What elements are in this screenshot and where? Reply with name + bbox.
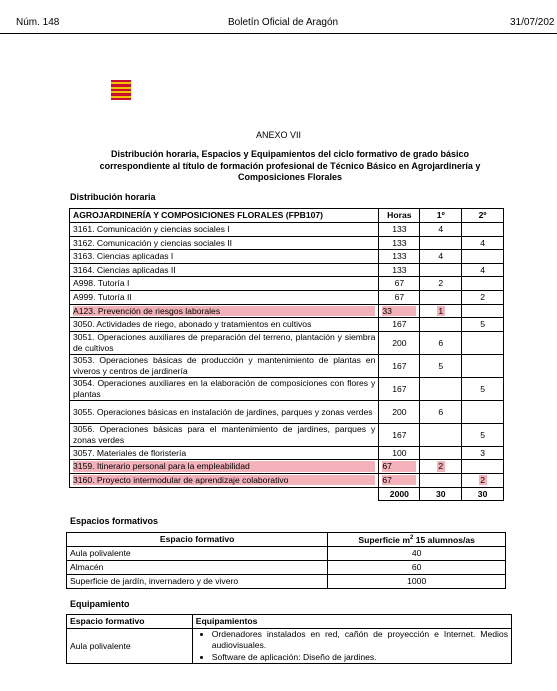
equipment-item: • Ordenadores instalados en red, cañón de proyección e Internet. Medios audiovisuales. [212, 629, 508, 652]
publication-date: 31/07/202 [510, 17, 555, 28]
module-name-cell: 3054. Operaciones auxiliares en la elaboración de composiciones con flores y plantas [70, 377, 379, 400]
year1-cell [420, 446, 462, 460]
year2-cell [462, 223, 504, 237]
year2-cell: 3 [462, 446, 504, 460]
column-header-space: Espacio formativo [67, 615, 193, 629]
year1-cell: 2 [420, 460, 462, 474]
equipment-list [196, 629, 508, 663]
total-year1: 30 [420, 487, 462, 501]
year2-cell: 2 [462, 290, 504, 304]
equipment-space-name: Aula polivalente [67, 629, 193, 664]
publication-title: Boletín Oficial de Aragón [228, 17, 339, 28]
annex-title [60, 149, 520, 184]
year2-cell [462, 354, 504, 377]
space-area-cell: 1000 [328, 575, 506, 589]
space-area-cell: 60 [328, 561, 506, 575]
module-name-cell: A999. Tutoría II [70, 290, 379, 304]
schedule-row [70, 354, 504, 377]
year2-cell: 5 [462, 423, 504, 446]
schedule-row [70, 446, 504, 460]
schedule-table [69, 208, 504, 501]
year1-cell: 6 [420, 400, 462, 423]
hours-cell: 67 [379, 460, 420, 474]
hours-cell: 200 [379, 400, 420, 423]
module-name-cell: A123. Prevención de riesgos laborales [70, 304, 379, 318]
schedule-row [70, 473, 504, 487]
annex-label: ANEXO VII [255, 130, 301, 140]
aragon-flag-logo [111, 80, 131, 100]
schedule-row [70, 223, 504, 237]
header-rule [0, 33, 557, 34]
hours-cell: 33 [379, 304, 420, 318]
schedule-row [70, 331, 504, 354]
page-header [0, 17, 557, 31]
year2-cell: 2 [462, 473, 504, 487]
equipment-table [66, 614, 512, 664]
module-name-cell: 3056. Operaciones básicas para el mantenimiento de jardines, parques y zonas verdes [70, 423, 379, 446]
year2-cell [462, 277, 504, 291]
space-name-cell: Almacén [67, 561, 328, 575]
year2-cell [462, 331, 504, 354]
year1-cell: 4 [420, 223, 462, 237]
space-row [67, 561, 506, 575]
module-name-cell: 3163. Ciencias aplicadas I [70, 250, 379, 264]
spaces-table [66, 532, 506, 589]
year1-cell [420, 263, 462, 277]
schedule-row [70, 318, 504, 332]
hours-cell: 67 [379, 277, 420, 291]
module-name-cell: A998. Tutoría I [70, 277, 379, 291]
totals-spacer [70, 487, 379, 501]
year1-cell [420, 423, 462, 446]
year1-cell [420, 318, 462, 332]
equipment-heading: Equipamiento [70, 599, 130, 609]
column-header-area: Superficie $m^2$ 15 alumnos/as [328, 533, 506, 547]
hours-cell: 133 [379, 250, 420, 264]
year2-cell [462, 400, 504, 423]
module-name-cell: 3161. Comunicación y ciencias sociales I [70, 223, 379, 237]
space-row [67, 547, 506, 561]
hours-cell: 133 [379, 223, 420, 237]
schedule-row [70, 277, 504, 291]
space-row [67, 575, 506, 589]
module-name-cell: 3050. Actividades de riego, abonado y tratamientos en cultivos [70, 318, 379, 332]
year2-cell [462, 460, 504, 474]
hours-cell: 67 [379, 473, 420, 487]
module-name-cell: 3159. Itinerario personal para la empleabilidad [70, 460, 379, 474]
equipment-list-cell [192, 629, 511, 664]
hours-cell: 133 [379, 236, 420, 250]
flag-stripe [111, 98, 131, 100]
title-line: Composiciones Florales [237, 172, 343, 183]
year1-cell [420, 473, 462, 487]
title-line: Distribución horaria, Espacios y Equipamientos del ciclo formativo de grado básico [110, 149, 470, 159]
space-name-cell: Superficie de jardín, invernadero y de vivero [67, 575, 328, 589]
year1-cell: 5 [420, 354, 462, 377]
hours-cell: 200 [379, 331, 420, 354]
hours-cell: 167 [379, 318, 420, 332]
column-header-hours: Horas [379, 209, 420, 223]
year2-cell: 5 [462, 377, 504, 400]
hours-cell: 167 [379, 423, 420, 446]
year2-cell: 4 [462, 236, 504, 250]
schedule-row [70, 263, 504, 277]
module-name-cell: 3057. Materiales de floristería [70, 446, 379, 460]
column-header-year1: 1º [420, 209, 462, 223]
space-area-cell: 40 [328, 547, 506, 561]
hours-cell: 167 [379, 377, 420, 400]
total-year2: 30 [462, 487, 504, 501]
column-header-year2: 2º [462, 209, 504, 223]
year2-cell: 4 [462, 263, 504, 277]
year1-cell: 1 [420, 304, 462, 318]
year1-cell [420, 290, 462, 304]
hours-cell: 100 [379, 446, 420, 460]
module-name-cell: 3160. Proyecto intermodular de aprendizaje colaborativo [70, 473, 379, 487]
year2-cell [462, 250, 504, 264]
spaces-heading: Espacios formativos [70, 516, 159, 526]
module-name-cell: 3164. Ciencias aplicadas II [70, 263, 379, 277]
year1-cell [420, 377, 462, 400]
schedule-row [70, 290, 504, 304]
year1-cell: 6 [420, 331, 462, 354]
schedule-row [70, 423, 504, 446]
schedule-row [70, 460, 504, 474]
equipment-item: • Software de aplicación: Diseño de jardines. [212, 652, 508, 663]
column-header-module: AGROJARDINERÍA Y COMPOSICIONES FLORALES (FPB107) [70, 209, 379, 223]
space-name-cell: Aula polivalente [67, 547, 328, 561]
schedule-row [70, 377, 504, 400]
year2-cell [462, 304, 504, 318]
column-header-equipment: Equipamientos [192, 615, 511, 629]
issue-number: Núm. 148 [16, 17, 60, 28]
schedule-row [70, 250, 504, 264]
module-name-cell: 3055. Operaciones básicas en instalación de jardines, parques y zonas verdes [70, 400, 379, 423]
year1-cell: 4 [420, 250, 462, 264]
schedule-row [70, 400, 504, 423]
title-line: correspondiente al título de formación profesional de Técnico Básico en Agrojardinería y [99, 160, 481, 171]
year2-cell: 5 [462, 318, 504, 332]
schedule-row [70, 236, 504, 250]
column-header-space: Espacio formativo [67, 533, 328, 547]
module-name-cell: 3162. Comunicación y ciencias sociales II [70, 236, 379, 250]
year1-cell [420, 236, 462, 250]
hours-cell: 67 [379, 290, 420, 304]
year1-cell: 2 [420, 277, 462, 291]
module-name-cell: 3051. Operaciones auxiliares de preparación del terreno, plantación y siembra de cultivos [70, 331, 379, 354]
module-name-cell: 3053. Operaciones básicas de producción y mantenimiento de plantas en viveros y centros de jardinería [70, 354, 379, 377]
schedule-row [70, 304, 504, 318]
hours-cell: 133 [379, 263, 420, 277]
total-hours: 2000 [379, 487, 420, 501]
hours-cell: 167 [379, 354, 420, 377]
schedule-heading: Distribución horaria [70, 192, 156, 202]
